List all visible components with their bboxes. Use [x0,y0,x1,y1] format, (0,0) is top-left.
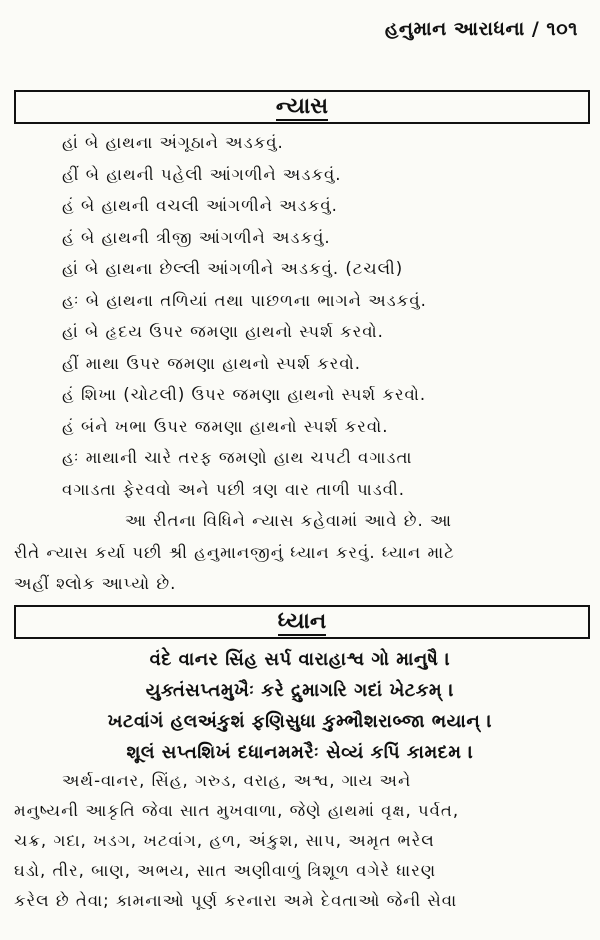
nyas-section [0,127,600,600]
shlok-line: શૂલં સપ્તશિખં દધાનમમરૈઃ સેવ્યં કપિં કામદમ । [126,742,474,763]
meaning-line: મનુષ્યની આકૃતિ જેવા સાત મુખવાળા, જેણે હાથમાં વૃક્ષ, પર્વત, [14,801,460,820]
nyas-paragraph-line: આ રીતના વિધિને ન્યાસ કહેવામાં આવે છે. આ [125,511,452,530]
dhyan-meaning [0,766,600,916]
nyas-line: હઃ માથાની ચારે તરફ જમણો હાથ ચપટી વગાડતા [62,448,413,467]
nyas-line: હાં બે હૃદય ઉપર જમણા હાથનો સ્પર્શ કરવો. [62,322,384,341]
nyas-line: વગાડતા ફેરવવો અને પછી ત્રણ વાર તાળી પાડવી. [62,479,406,499]
nyas-line: હીં માથા ઉપર જમણા હાથનો સ્પર્શ કરવો. [62,353,361,373]
dhyan-heading-box [14,605,590,639]
meaning-line: અર્થ-વાનર, સિંહ, ગરુડ, વરાહ, અશ્વ, ગાય અને [62,771,412,790]
nyas-line: હાં બે હાથના અંગૂઠાને અડકવું. [62,133,284,152]
nyas-heading-box [14,90,590,124]
nyas-line: હં બે હાથની વચલી આંગળીને અડકવું. [62,196,338,215]
nyas-line: હં શિખા (ચોટલી) ઉપર જમણા હાથનો સ્પર્શ કરવો. [62,385,427,404]
nyas-line: હઃ બે હાથના તળિયાં તથા પાછળના ભાગને અડકવું. [62,290,427,310]
running-head: હનુમાન આરાધના / ૧૦૧ [384,18,578,40]
shlok-line: વંદે વાનર સિંહ સર્પ વારાહાશ્વ ગો માનુષૈ । [149,649,451,670]
nyas-paragraph-line: અહીં શ્લોક આપ્યો છે. [14,574,177,593]
dhyan-shlok [0,644,600,768]
nyas-line: હાં બે હાથના છેલ્લી આંગળીને અડકવું. (ટચલી) [62,259,404,278]
meaning-line: ઘડો, તીર, બાણ, અભય, સાત અણીવાળું ત્રિશૂળ વગેરે ધારણ [14,861,437,880]
shlok-line: યુક્તંસપ્તમુખૈઃ કરે દ્રુમાગરિ ગદાં ખેટકમ્ । [145,680,455,701]
shlok-line: ખટવાંગં હલઅંકુશં ફણિસુધા કુમ્ભૌશરાબ્જા ભયાન્ । [107,711,493,732]
meaning-line: ચક્ર, ગદા, ખડગ, ખટવાંગ, હળ, અંકુશ, સાપ, અમૃત ભરેલ [14,831,435,850]
meaning-line: કરેલ છે તેવા; કામનાઓ પૂર્ણ કરનારા અમે દેવતાઓ જેની સેવા [14,891,458,910]
nyas-line: હં બે હાથની ત્રીજી આંગળીને અડકવું. [62,227,331,247]
nyas-paragraph-line: રીતે ન્યાસ કર્યા પછી શ્રી હનુમાનજીનું ધ્યાન કરવું. ધ્યાન માટે [14,542,455,562]
nyas-heading: ન્યાસ [275,94,329,119]
nyas-line: હં બંને ખભા ઉપર જમણા હાથનો સ્પર્શ કરવો. [62,416,389,436]
nyas-line: હીં બે હાથની પહેલી આંગળીને અડકવું. [62,164,342,184]
dhyan-heading: ધ્યાન [277,609,327,634]
